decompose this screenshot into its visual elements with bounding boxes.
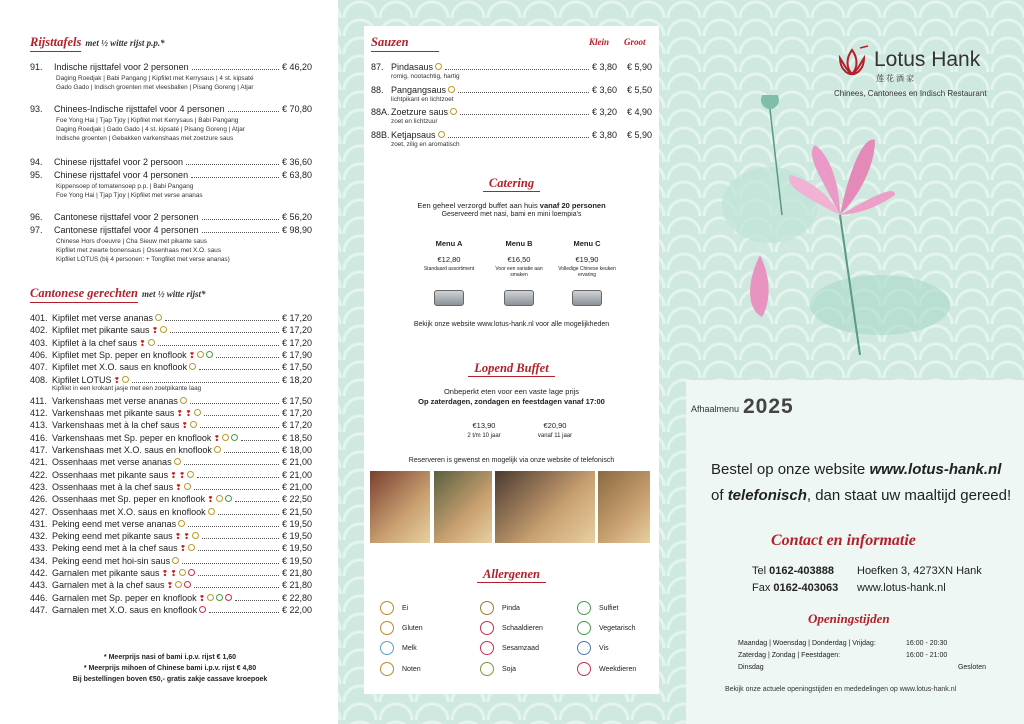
leader-dots (186, 159, 279, 165)
menu-item: 423. Ossenhaas met à la chef saus ❢ € 21,00 (30, 481, 312, 492)
sauce-item: 88B. Ketjapsaus € 3,80 € 5,90 (371, 129, 652, 140)
allergen-icon (577, 621, 591, 635)
allergen-icon (380, 601, 394, 615)
allergen-icon (380, 621, 394, 635)
vegetarian-icon (231, 434, 238, 441)
spicy-icon: ❢ (175, 482, 182, 492)
leader-dots (202, 214, 279, 220)
menu-item: 93. Chinees-Indische rijsttafel voor 4 personen € 70,80 (30, 104, 312, 114)
leader-dots (190, 398, 279, 404)
item-description: Kipfilet LOTUS (bij 4 personen: + Tongfilet met verse ananas) (56, 256, 230, 263)
sauce-item: 88. Pangangsaus € 3,60 € 5,50 (371, 84, 652, 95)
menu-item: 434. Peking eend met hoi-sin saus € 19,50 (30, 555, 312, 566)
menu-item: 96. Cantonese rijsttafel voor 2 personen € 56,20 (30, 212, 312, 222)
leader-dots (448, 132, 589, 138)
buffet-line-2: Op zaterdagen, zondagen en feestdagen vanaf 17:00 (418, 397, 605, 406)
middle-panel (364, 26, 659, 694)
cantonese-title: Cantonese gerechten met ½ witte rijst* (30, 286, 206, 303)
contact-title: Contact en informatie (771, 532, 916, 549)
item-description: Daging Roedjak | Gado Gado | 4 st. kipsaté | Pisang Goreng | Atjar (56, 126, 245, 133)
price-note: Bij bestellingen boven €50,- gratis zakje cassave kroepoek (72, 676, 268, 683)
leader-dots (218, 509, 279, 515)
gluten-icon (180, 397, 187, 404)
leader-dots (199, 364, 279, 370)
sauce-item: 88A. Zoetzure saus € 3,20 € 4,90 (371, 107, 652, 117)
menu-item: 406. Kipfilet met Sp. peper en knoflook ❢ € 17,90 (30, 349, 312, 360)
sauce-description: romig, nootachtig, hartig (391, 73, 460, 80)
leader-dots (188, 521, 279, 527)
buffet-title: Lopend Buffet (364, 361, 659, 377)
order-line-1: Bestel op onze website www.lotus-hank.nl (711, 461, 1002, 478)
hours-day: Dinsdag (738, 664, 764, 671)
spicy-icon: ❢ (170, 569, 177, 578)
allergen-legend-item: Noten (380, 662, 421, 676)
menu-item: 97. Cantonese rijsttafel voor 4 personen € 98,90 (30, 225, 312, 235)
leader-dots (132, 377, 279, 383)
hours-time: 16:00 - 20:30 (906, 640, 948, 647)
order-line-2: of telefonisch, dan staat uw maaltijd gereed! (711, 487, 1012, 504)
menu-item: 95. Chinese rijsttafel voor 4 personen € 63,80 (30, 170, 312, 180)
menu-item: 401. Kipfilet met verse ananas € 17,20 (30, 313, 312, 323)
reserve-note: Reserveren is gewenst en mogelijk via onze website of telefonisch (408, 457, 615, 464)
catering-menu-desc: Standaard assortiment (423, 266, 475, 272)
hours-time: Gesloten (957, 664, 986, 671)
allergen-legend-item: Schaaldieren (480, 621, 543, 635)
catering-title: Catering (364, 176, 659, 192)
spicy-icon: ❢ (183, 532, 190, 542)
col-groot: Groot (624, 37, 646, 47)
leader-dots (194, 484, 279, 490)
menu-item: 91. Indische rijsttafel voor 2 personen € 46,20 (30, 62, 312, 72)
gluten-icon (214, 446, 221, 453)
catering-website-note: Bekijk onze website www.lotus-hank.nl voor alle mogelijkheden (413, 321, 610, 328)
gluten-icon (174, 458, 181, 465)
leader-dots (198, 570, 279, 576)
spicy-icon: ❢ (151, 326, 159, 336)
leader-dots (216, 352, 279, 358)
leader-dots (445, 64, 589, 70)
gluten-icon (207, 594, 214, 601)
allergen-legend-item: Vis (577, 641, 609, 655)
leader-dots (198, 545, 279, 551)
allergenen-title: Allergenen (364, 567, 659, 583)
leader-dots (191, 172, 279, 178)
price-note: * Meerprijs mihoen of Chinese bami i.p.v. rijst € 4,80 (83, 665, 257, 672)
allergen-icon (435, 63, 442, 70)
order-website[interactable]: www.lotus-hank.nl (869, 461, 1002, 478)
menu-item: 431. Peking eend met verse ananas € 19,50 (30, 518, 312, 529)
contact-website[interactable]: www.lotus-hank.nl (857, 582, 946, 594)
menu-item: 408. Kipfilet LOTUS ❢ € 18,20 (30, 374, 312, 385)
gluten-icon (175, 581, 182, 588)
leader-dots (204, 410, 279, 416)
right-panel-lower (686, 380, 1024, 724)
catering-menu-desc: Voor een variatie aan smaken (495, 266, 543, 278)
item-description: Chinese Hors d'oeuvre | Cha Sieuw met pikante saus (56, 238, 208, 245)
menu-item: 421. Ossenhaas met verse ananas € 21,00 (30, 457, 312, 468)
chafing-dish-icon (572, 290, 602, 306)
gluten-icon (187, 471, 194, 478)
spicy-icon: ❢ (178, 470, 186, 480)
allergen-icon (577, 601, 591, 615)
rijsttafels-title: Rijsttafels met ½ witte rijst p.p.* (30, 35, 165, 52)
allergen-icon (480, 662, 494, 676)
leader-dots (458, 87, 589, 93)
spicy-icon: ❢ (174, 532, 182, 542)
buffet-price-desc: vanaf 11 jaar (537, 433, 573, 439)
allergen-legend-item: Ei (380, 601, 408, 615)
allergen-legend-item: Gluten (380, 621, 423, 635)
spicy-icon: ❢ (113, 375, 121, 385)
gluten-icon (190, 421, 197, 428)
vegetarian-icon (225, 495, 232, 502)
lotus-flower-illustration (700, 95, 1000, 355)
menu-item: 403. Kipfilet à la chef saus ❢ € 17,20 (30, 337, 312, 348)
gluten-icon (148, 339, 155, 346)
allergen-icon (380, 662, 394, 676)
catering-menu-name: Menu A (435, 239, 463, 248)
gluten-icon (172, 557, 179, 564)
brand-tagline: Chinees, Cantonees en Indisch Restaurant (834, 89, 987, 98)
leader-dots (194, 582, 279, 588)
leader-dots (170, 327, 279, 333)
restaurant-photo (598, 471, 650, 543)
menu-item: 447. Garnalen met X.O. saus en knoflook € 22,00 (30, 604, 312, 615)
leader-dots (197, 472, 278, 478)
afhaalmenu-label: Afhaalmenu (691, 404, 740, 414)
menu-item: 422. Ossenhaas met pikante saus ❢ ❢ € 21,00 (30, 469, 312, 480)
allergen-icon (438, 131, 445, 138)
sauce-item: 87. Pindasaus € 3,80 € 5,90 (371, 62, 652, 72)
menu-item: 402. Kipfilet met pikante saus ❢ € 17,20 (30, 325, 312, 336)
leader-dots (158, 340, 279, 346)
allergen-legend-item: Vegetarisch (577, 621, 636, 635)
spicy-icon: ❢ (176, 409, 184, 419)
allergen-legend-item: Sesamzaad (480, 641, 539, 655)
restaurant-photo (370, 471, 430, 543)
leader-dots (228, 106, 279, 112)
gluten-icon (178, 520, 185, 527)
shellfish-icon (184, 581, 191, 588)
gluten-icon (155, 314, 162, 321)
menu-item: 417. Varkenshaas met X.O. saus en knoflook € 18,00 (30, 445, 312, 455)
allergen-icon (480, 601, 494, 615)
spicy-icon: ❢ (198, 593, 206, 603)
catering-menu-price: €16,50 (507, 255, 531, 264)
hours-title: Openingstijden (808, 611, 890, 626)
menu-item: 426. Ossenhaas met Sp. peper en knoflook ❢ € 22,50 (30, 494, 312, 505)
menu-item: 442. Garnalen met pikante saus ❢ ❢ € 21,80 (30, 568, 312, 578)
allergen-legend-item: Sulfiet (577, 601, 618, 615)
brand-name: Lotus Hank (874, 48, 981, 71)
allergen-legend-item: Pinda (480, 601, 520, 615)
buffet-price-desc: 2 t/m 10 jaar (467, 433, 501, 439)
buffet-price: €13,90 (472, 421, 496, 430)
menu-item: 407. Kipfilet met X.O. saus en knoflook € 17,50 (30, 362, 312, 373)
gluten-icon (160, 326, 167, 333)
catering-menu-price: €12,80 (437, 255, 461, 264)
menu-item: 416. Varkenshaas met Sp. peper en knoflook ❢ € 18,50 (30, 432, 312, 443)
afhaalmenu-year: 2025 (743, 395, 794, 418)
sauce-description: zoet en lichtzuur (391, 118, 438, 125)
hours-day: Zaterdag | Zondag | Feestdagen: (738, 652, 841, 659)
leader-dots (202, 533, 279, 539)
buffet-line-1: Onbeperkt eten voor een vaste lage prijs (443, 387, 580, 396)
sauzen-title: Sauzen (371, 35, 439, 52)
leader-dots (235, 496, 279, 502)
gluten-icon (197, 351, 204, 358)
spicy-icon: ❢ (170, 470, 177, 480)
sauce-description: lichtpikant en lichtzoet (391, 95, 454, 103)
item-description: Foe Yong Hai | Tjap Tjoy | Kipfilet met verse ananas (56, 192, 203, 199)
menu-item: 432. Peking eend met pikante saus ❢ ❢ € 19,50 (30, 531, 312, 542)
gluten-icon (122, 376, 129, 383)
menu-item: 411. Varkenshaas met verse ananas € 17,50 (30, 395, 312, 406)
spicy-icon: ❢ (213, 433, 221, 443)
allergen-icon (577, 662, 591, 676)
gluten-icon (192, 532, 199, 539)
menu-item: 427. Ossenhaas met X.O. saus en knoflook € 21,50 (30, 506, 312, 517)
leader-dots (224, 447, 279, 453)
allergen-icon (448, 86, 455, 93)
spicy-icon: ❢ (179, 544, 187, 554)
brand-chinese: 莲花酒家 (876, 74, 916, 83)
spicy-icon: ❢ (181, 421, 189, 431)
gluten-icon (208, 508, 215, 515)
gluten-icon (194, 409, 201, 416)
sauce-description: zoet, zilig en aromatisch (391, 140, 460, 148)
leader-dots (200, 422, 279, 428)
restaurant-photo (434, 471, 492, 543)
leader-dots (241, 435, 279, 441)
catering-menu-name: Menu C (573, 239, 601, 248)
catering-menu-name: Menu B (505, 239, 533, 248)
allergen-icon (480, 641, 494, 655)
lotus-logo-icon (834, 44, 870, 80)
spicy-icon: ❢ (185, 409, 192, 419)
spicy-icon: ❢ (166, 581, 174, 591)
allergen-legend-item: Weekdieren (577, 662, 636, 676)
gluten-icon (179, 569, 186, 576)
spicy-icon: ❢ (161, 569, 169, 578)
col-klein: Klein (589, 37, 610, 47)
leader-dots (184, 459, 279, 465)
brand-logo (834, 44, 870, 80)
vegetarian-icon (216, 594, 223, 601)
restaurant-photo (495, 471, 595, 543)
gluten-icon (188, 544, 195, 551)
chafing-dish-icon (504, 290, 534, 306)
allergen-legend-item: Soja (480, 662, 516, 676)
leader-dots (165, 315, 279, 321)
price-note: * Meerprijs nasi of bami i.p.v. rijst € 1,60 (103, 654, 237, 661)
allergen-icon (380, 641, 394, 655)
hours-note: Bekijk onze actuele openingstijden en mededelingen op www.lotus-hank.nl (725, 686, 957, 693)
item-description: Kipfilet met zwarte bonensaus | Ossenhaas met X.O. saus (56, 247, 222, 254)
buffet-price: €20,90 (543, 421, 567, 430)
item-description: Kippensoep of tomatensoep p.p. | Babi Pangang (56, 183, 194, 190)
leader-dots (202, 227, 279, 233)
contact-tel: Tel 0162-403888 (752, 565, 834, 577)
leader-dots (209, 607, 279, 613)
item-description: Indische groenten | Gebakken varkenshaas met zoetzure saus (56, 135, 234, 142)
shellfish-icon (199, 606, 206, 613)
shellfish-icon (225, 594, 232, 601)
catering-line-2: Geserveerd met nasi, bami en mini loempia's (441, 211, 582, 218)
item-description: Gado Gado | Indisch groenten met vleesballen | Pisang Goreng | Atjar (56, 84, 254, 91)
item-description: Kipfilet in een krokant jasje met een zoetpikante laag (52, 384, 202, 392)
hours-day: Maandag | Woensdag | Donderdag | Vrijdag: (738, 640, 876, 647)
spicy-icon: ❢ (139, 338, 146, 348)
catering-menu-desc: Volledige Chinese keuken ervaring (558, 266, 616, 278)
shellfish-icon (188, 569, 195, 576)
gluten-icon (222, 434, 229, 441)
item-description: Foe Yong Hai | Tjap Tjoy | Kipfilet met Kerrysaus | Babi Pangang (56, 117, 239, 124)
menu-item: 94. Chinese rijsttafel voor 2 persoon € 36,60 (30, 157, 312, 167)
menu-item: 412. Varkenshaas met pikante saus ❢ ❢ € 17,20 (30, 408, 312, 419)
allergen-icon (480, 621, 494, 635)
spicy-icon: ❢ (207, 495, 214, 505)
allergen-legend-item: Melk (380, 641, 417, 655)
allergen-icon (450, 108, 457, 115)
leader-dots (235, 595, 279, 601)
vegetarian-icon (206, 351, 213, 358)
gluten-icon (189, 363, 196, 370)
contact-address: Hoefken 3, 4273XN Hank (857, 565, 982, 577)
contact-fax: Fax 0162-403063 (752, 582, 839, 594)
gluten-icon (184, 483, 191, 490)
menu-item: 446. Garnalen met Sp. peper en knoflook ❢ € 22,80 (30, 592, 312, 603)
spicy-icon: ❢ (188, 350, 196, 360)
menu-item: 433. Peking eend met à la chef saus ❢ € 19,50 (30, 543, 312, 554)
menu-item: 443. Garnalen met à la chef saus ❢ € 21,80 (30, 580, 312, 591)
leader-dots (182, 558, 279, 564)
allergen-icon (577, 641, 591, 655)
leader-dots (192, 64, 279, 70)
gluten-icon (216, 495, 223, 502)
catering-line-1: Een geheel verzorgd buffet aan huis vanaf 20 personen (417, 201, 606, 210)
menu-item: 413. Varkenshaas met à la chef saus ❢ € 17,20 (30, 420, 312, 431)
leader-dots (460, 109, 589, 115)
catering-menu-price: €19,90 (575, 255, 599, 264)
item-description: Daging Roedjak | Babi Pangang | Kipfilet met Kerrysaus | 4 st. kipsaté (56, 75, 254, 82)
chafing-dish-icon (434, 290, 464, 306)
hours-time: 16:00 - 21:00 (906, 652, 948, 659)
